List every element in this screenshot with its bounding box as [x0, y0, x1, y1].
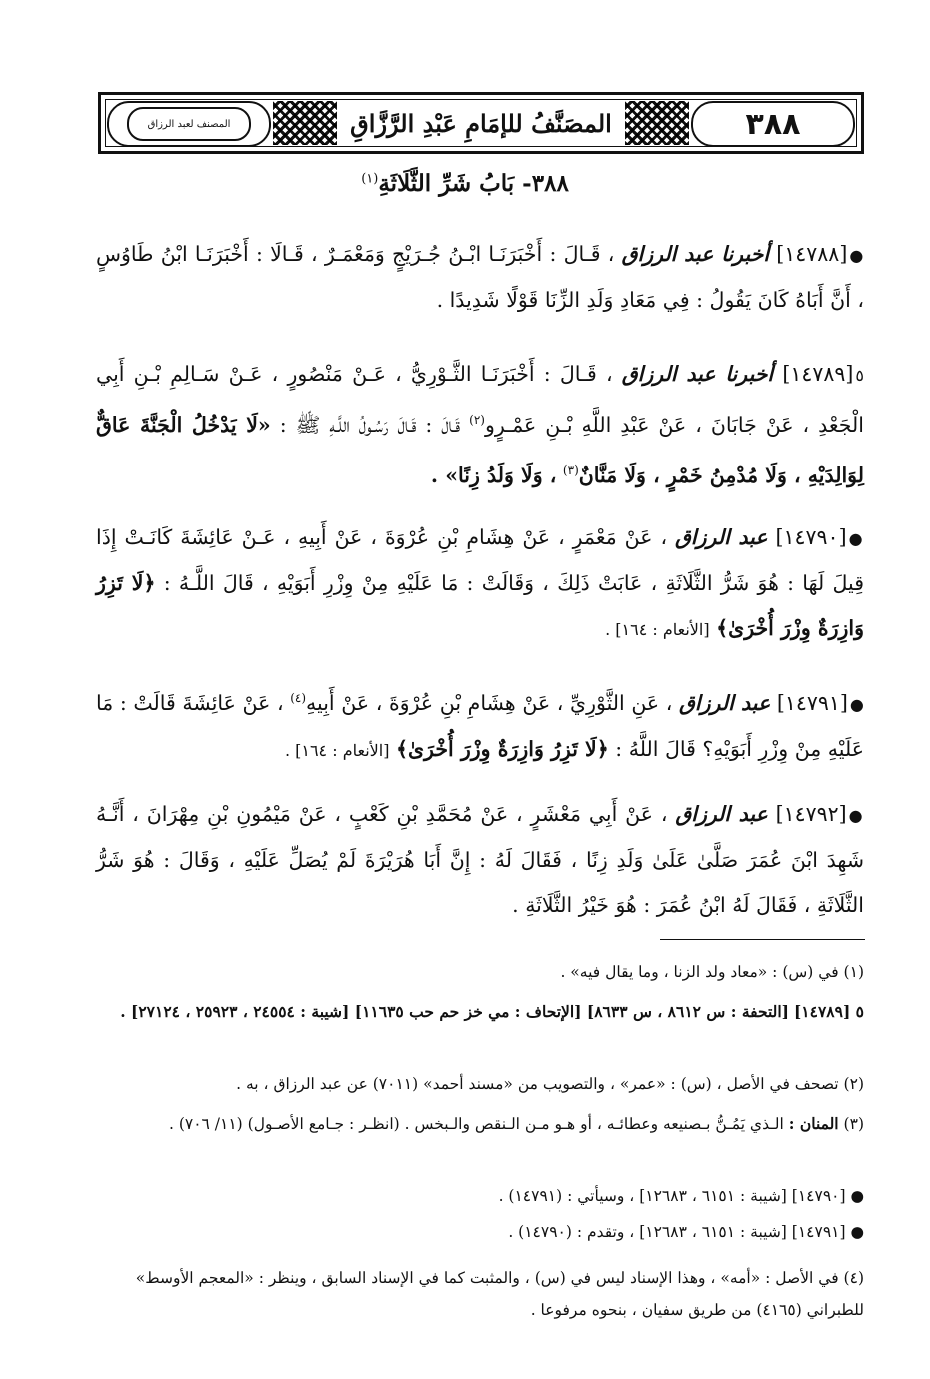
footnote-text: الـذي يَمُـنُّ بـصنيعه وعطائـه ، أو هـو مـن الـنقص والـبخس . (انظـر : جـامع الأصـول) (١١/ ٧٠٦) . [168, 1115, 784, 1133]
entry-bullet: ● [848, 806, 864, 825]
footnote-label: ٥ [١٤٧٨٩] [793, 1002, 864, 1021]
entry-bullet: ٥ [855, 366, 864, 385]
entry-bullet: ● [849, 694, 864, 714]
entry-bullet: ● [848, 529, 864, 548]
entry-text-cont: قَـالَ : قَـالَ رَسُـولُ اللَّـهِ ﷺ : [279, 412, 461, 437]
entry-bullet: ● [849, 246, 864, 265]
entry-quote: «لَا يَدْخُلُ الْجَنَّةَ عَاقٌّ لِوَالِدَيْهِ ، وَلَا مُدْمِنُ خَمْرٍ ، وَلَا مَنَّانٌ [96, 412, 864, 487]
entry-number: [١٤٧٩١] [776, 690, 848, 715]
chapter-title [0, 170, 930, 197]
footnote-text: في (س) : «معاد ولد الزنا ، وما يقال فيه» . [560, 963, 839, 981]
book-title: المصَنَّفُ للإمَامِ عَبْدِ الرَّزَّاقِ [350, 108, 612, 138]
entry-narrator: أخبرنا عبد الرزاق [621, 242, 770, 266]
footnote-text: في الأصل : «أمه» ، وهذا الإسناد ليس في (س) ، والمثبت كما في الإسناد السابق ، وينظر : «المعجم الأوسط» للطبراني (٤١٦٥) من طريق سفيان ، بنحوه مرفوعا . [135, 1269, 864, 1319]
entry-quote-end: ، وَلَا وَلَدُ زِنًا» . [430, 462, 557, 487]
footnote-label: ● [١٤٧٩١] [791, 1223, 864, 1241]
entry-text: ، عَنْ مَعْمَرٍ ، عَنْ هِشَامِ بْنِ عُرْوَةَ ، عَنْ أَبِيهِ ، عَـنْ عَائِشَةَ كَانَـتْ إِذَا قِيلَ لَهَا : هُوَ شَرُّ الثَّلَاثَةِ ، عَابَتْ ذَلِكَ ، وَقَالَتْ : مَا عَلَيْهِ مِنْ وِزْرِ أَبَوَيْهِ ، قَالَ اللَّـهُ : [96, 525, 864, 595]
header-seal [107, 101, 271, 147]
hadith-entry-14792 [96, 792, 864, 928]
footnote-14790 [96, 1180, 864, 1212]
footnote-ref-4: (٤) [290, 691, 307, 705]
entry-narrator: عبد الرزاق [675, 802, 768, 826]
footnote-ref-3: (٣) [562, 462, 579, 477]
entry-number: [١٤٧٩٠] [775, 525, 847, 549]
footnote-label: ● [١٤٧٩٠] [791, 1187, 864, 1205]
footnote-text: [التحفة : س ٨٦١٢ ، س ٨٦٣٣] [الإتحاف : مي خز حم حب ١١٦٣٥] [شيبة : ٢٤٥٥٤ ، ٢٥٩٢٣ ، ٢٧١٢٤] . [120, 1002, 790, 1021]
entry-number: [١٤٧٨٩] [782, 362, 854, 386]
entry-text: ، قَـالَ : أَخْبَرَنَـا الثَّـوْرِيُّ ، عَـنْ مَنْصُورٍ ، عَـنْ سَـالِمِ بْـنِ أَبِي الْجَعْدِ ، عَنْ جَابَانَ ، عَنْ عَبْدِ اللَّهِ بْـنِ عَمْـرٍو [96, 362, 864, 437]
quran-quote: ﴿لَا تَزِرُ وَازِرَةٌ وِزْرَ أُخْرَىٰ﴾ [96, 571, 864, 640]
entry-text: ، عَنِ الثَّوْرِيِّ ، عَنْ هِشَامِ بْنِ عُرْوَةَ ، عَنْ أَبِيهِ [306, 690, 673, 715]
seal-text: المصنف لعبد الرزاق [147, 118, 231, 130]
footnote-4 [96, 1262, 864, 1326]
footnote-14789 [96, 996, 864, 1028]
footnote-separator [660, 939, 865, 940]
header-ornament-left [273, 101, 337, 145]
entry-number: [١٤٧٩٢] [775, 802, 847, 826]
footnote-term: المنان : [788, 1114, 839, 1133]
chapter-footnote-ref: (١) [361, 171, 379, 187]
footnote-text: [شيبة : ٦١٥١ ، ١٢٦٨٣] ، وتقدم : (١٤٧٩٠) . [508, 1223, 787, 1241]
hadith-entry-14789 [96, 352, 864, 498]
footnote-14791 [96, 1216, 864, 1248]
quran-quote: ﴿لَا تَزِرُ وَازِرَةٌ وِزْرَ أُخْرَىٰ﴾ [396, 736, 609, 761]
footnote-text: تصحف في الأصل ، (س) : «عمر» ، والتصويب من «مسند أحمد» (٧٠١١) عن عبد الرزاق ، به . [236, 1075, 839, 1093]
footnote-label: (٤) [843, 1269, 864, 1287]
footnote-label: (١) [843, 963, 864, 981]
quran-reference: [الأنعام : ١٦٤] . [605, 620, 710, 639]
chapter-title-text: ٣٨٨- بَابُ شَرِّ الثَّلَاثَةِ [378, 170, 569, 197]
entry-text: ، قَـالَ : أَخْبَرَنَـا ابْـنُ جُـرَيْجٍ وَمَعْمَـرٌ ، قَـالَا : أَخْبَرَنَـا ابْنُ طَاوُسٍ ، أَنَّ أَبَاهُ كَانَ يَقُولُ : فِي مَعَادِ وَلَدِ الزِّنَا قَوْلًا شَدِيدًا . [96, 242, 864, 312]
entry-narrator: عبد الرزاق [675, 525, 768, 549]
footnote-1 [96, 956, 864, 988]
footnote-ref-2: (٢) [469, 413, 485, 427]
hadith-entry-14788 [96, 232, 864, 323]
entry-number: [١٤٧٨٨] [776, 242, 848, 266]
seal-logo [127, 107, 251, 141]
quran-reference: [الأنعام : ١٦٤] . [284, 740, 390, 760]
page-number: ٣٨٨ [691, 101, 855, 147]
footnote-2 [96, 1068, 864, 1100]
entry-text: ، عَنْ أَبِي مَعْشَرٍ ، عَنْ مُحَمَّدِ بْنِ كَعْبٍ ، عَنْ مَيْمُونِ بْنِ مِهْرَانَ ، أَنَّـهُ شَهِدَ ابْنَ عُمَرَ صَلَّىٰ عَلَىٰ وَلَدِ زِنًا ، فَقَالَ لَهُ : إِنَّ أَبَا هُرَيْرَةَ لَمْ يُصَلِّ عَلَيْهِ ، وَقَالَ : هُوَ شَرُّ الثَّلَاثَةِ ، فَقَالَ لَهُ ابْنُ عُمَرَ : هُوَ خَيْرُ الثَّلَاثَةِ . [96, 802, 864, 917]
hadith-entry-14791 [96, 676, 864, 773]
entry-narrator: عبد الرزاق [679, 690, 771, 715]
footnote-3 [96, 1108, 864, 1140]
entry-narrator: أخبرنا عبد الرزاق [621, 362, 774, 386]
hadith-entry-14790 [96, 515, 864, 652]
page-header [98, 92, 864, 154]
footnote-label: (٢) [843, 1075, 864, 1093]
footnote-label: (٣) [843, 1115, 864, 1133]
entry-text-cont: ، عَنْ عَائِشَةَ قَالَتْ : مَا عَلَيْهِ مِنْ وِزْرِ أَبَوَيْهِ؟ قَالَ اللَّهُ : [96, 690, 864, 761]
footnote-text: [شيبة : ٦١٥١ ، ١٢٦٨٣] ، وسيأتي : (١٤٧٩١) . [498, 1187, 787, 1205]
header-ornament-right [625, 101, 689, 145]
